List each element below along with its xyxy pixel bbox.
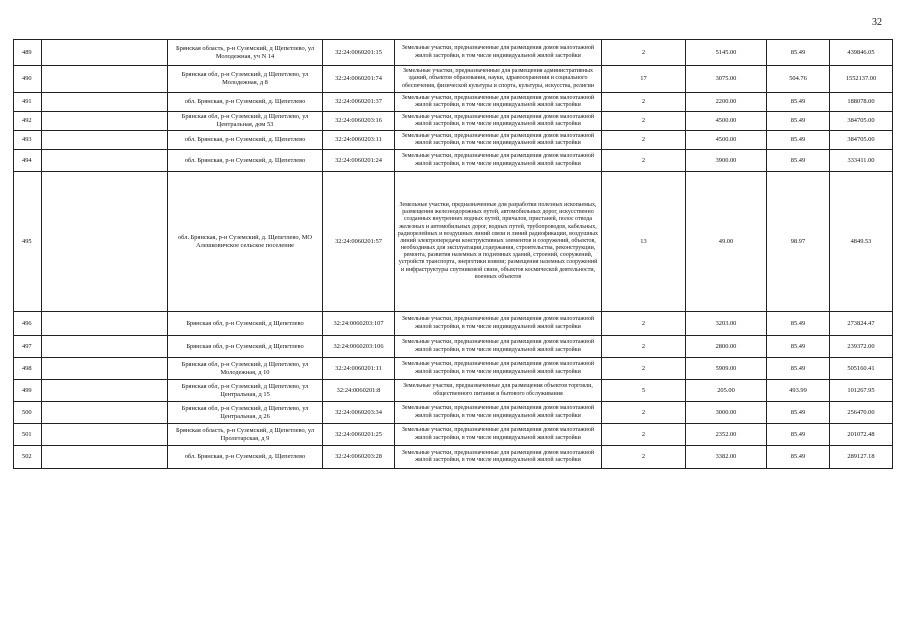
group-cell: 17 [602,66,686,93]
address-cell: Брянская область, р-н Суземский, д Щепетлево, ул Пролетарская, д 9 [168,424,323,446]
address-cell: обл. Брянская, р-н Суземский, д. Щепетлево [168,150,323,172]
empty-cell [42,40,168,66]
row-number: 489 [14,40,42,66]
land-use-cell: Земельные участки, предназначенные для размещения домов малоэтажной жилой застройки, в том числе индивидуальной жилой застройки [395,112,602,131]
group-cell: 2 [602,150,686,172]
area-cell: 3900.00 [686,150,767,172]
cadastral-number-cell: 32:24:0060203:106 [323,336,395,358]
unit-value-cell: 85.49 [767,112,830,131]
row-number: 490 [14,66,42,93]
empty-cell [42,446,168,469]
empty-cell [42,336,168,358]
cadastral-value-table [13,39,893,469]
area-cell: 5145.00 [686,40,767,66]
table-row [14,93,893,112]
unit-value-cell: 85.49 [767,424,830,446]
cadastral-value-cell: 439846.05 [830,40,893,66]
empty-cell [42,312,168,336]
unit-value-cell: 85.49 [767,358,830,380]
land-use-cell: Земельные участки, предназначенные для размещения домов малоэтажной жилой застройки, в том числе индивидуальной жилой застройки [395,93,602,112]
unit-value-cell: 85.49 [767,93,830,112]
area-cell: 2800.00 [686,336,767,358]
area-cell: 3000.00 [686,402,767,424]
table-row [14,380,893,402]
group-cell: 2 [602,93,686,112]
row-number: 497 [14,336,42,358]
area-cell: 3382.00 [686,446,767,469]
area-cell: 205.00 [686,380,767,402]
land-use-cell: Земельные участки, предназначенные для размещения домов малоэтажной жилой застройки, в том числе индивидуальной жилой застройки [395,312,602,336]
cadastral-value-cell: 273824.47 [830,312,893,336]
group-cell: 2 [602,402,686,424]
unit-value-cell: 504.76 [767,66,830,93]
cadastral-number-cell: 32:24:0060203:107 [323,312,395,336]
land-use-cell: Земельные участки, предназначенные для разработки полезных ископаемых, размещения железнодорожных путей, автомобильных дорог, искусственно созданных внутренних водных путей, причалов, пристаней, полос отвода железных и автомобильных дорог, водных путей, трубопроводов, кабельных, радиорелейных и воздушных линий связи и линий радиофикации, воздушных линий электропередачи конструктивных элементов и сооружений, объектов, необходимых для эксплуатации,содержания, строительства, реконструкции, ремонта, развития наземных и подземных зданий, строений, сооружений, устройств транспорта, энергетики иэвязи; размещения наземных сооружений и инфраструктуры спутниковой связи, объектов космической деятельности, военных объектов [395,172,602,312]
group-cell: 2 [602,424,686,446]
row-number: 493 [14,131,42,150]
address-cell: обл. Брянская, р-н Суземский, д. Щепетлево [168,131,323,150]
cadastral-value-cell: 1552137.00 [830,66,893,93]
group-cell: 2 [602,131,686,150]
cadastral-number-cell: 32:24:0060203:28 [323,446,395,469]
unit-value-cell: 85.49 [767,131,830,150]
unit-value-cell: 85.49 [767,446,830,469]
unit-value-cell: 85.49 [767,336,830,358]
cadastral-value-cell: 188078.00 [830,93,893,112]
cadastral-value-cell: 289127.18 [830,446,893,469]
address-cell: Брянская обл, р-н Суземский, д Щепетлево, ул Молодежная, д 8 [168,66,323,93]
group-cell: 2 [602,446,686,469]
unit-value-cell: 85.49 [767,40,830,66]
unit-value-cell: 85.49 [767,312,830,336]
land-use-cell: Земельные участки, предназначенные для размещения домов малоэтажной жилой застройки, в том числе индивидуальной жилой застройки [395,424,602,446]
unit-value-cell: 85.49 [767,150,830,172]
area-cell: 3203.00 [686,312,767,336]
empty-cell [42,112,168,131]
address-cell: обл. Брянская, р-н Суземский, д. Щепетлево [168,93,323,112]
row-number: 492 [14,112,42,131]
table-row [14,424,893,446]
table-row [14,312,893,336]
address-cell: Брянская обл, р-н Суземский, д Щепетлево [168,336,323,358]
area-cell: 4500.00 [686,112,767,131]
cadastral-number-cell: 32:24:0060201:37 [323,93,395,112]
cadastral-value-cell: 4849.53 [830,172,893,312]
table-row [14,358,893,380]
cadastral-number-cell: 32:24:0060201:11 [323,358,395,380]
empty-cell [42,402,168,424]
row-number: 502 [14,446,42,469]
group-cell: 2 [602,358,686,380]
table-row [14,336,893,358]
table-row [14,446,893,469]
row-number: 499 [14,380,42,402]
cadastral-value-cell: 201072.48 [830,424,893,446]
address-cell: Брянская обл, р-н Суземский, д Щепетлево, ул Центральная, д 26 [168,402,323,424]
area-cell: 5909.00 [686,358,767,380]
cadastral-number-cell: 32:24:0060203:34 [323,402,395,424]
row-number: 501 [14,424,42,446]
area-cell: 4500.00 [686,131,767,150]
address-cell: Брянская обл, р-н Суземский, д Щепетлево, ул Центральная, дом 53 [168,112,323,131]
empty-cell [42,93,168,112]
area-cell: 3075.00 [686,66,767,93]
empty-cell [42,380,168,402]
cadastral-number-cell: 32:24:0060201:25 [323,424,395,446]
row-number: 496 [14,312,42,336]
unit-value-cell: 98.97 [767,172,830,312]
cadastral-number-cell: 32:24:0060201:8 [323,380,395,402]
land-use-cell: Земельные участки, предназначенные для размещения домов малоэтажной жилой застройки, в том числе индивидуальной жилой застройки [395,150,602,172]
land-use-cell: Земельные участки, предназначенные для размещения домов малоэтажной жилой застройки, в том числе индивидуальной жилой застройки [395,336,602,358]
land-use-cell: Земельные участки, предназначенные для размещения домов малоэтажной жилой застройки, в том числе индивидуальной жилой застройки [395,446,602,469]
row-number: 491 [14,93,42,112]
land-use-cell: Земельные участки, предназначенные для размещения домов малоэтажной жилой застройки, в том числе индивидуальной жилой застройки [395,358,602,380]
group-cell: 2 [602,312,686,336]
empty-cell [42,358,168,380]
cadastral-value-cell: 384705.00 [830,112,893,131]
land-use-cell: Земельные участки, предназначенные для размещения домов малоэтажной жилой застройки, в том числе индивидуальной жилой застройки [395,131,602,150]
land-use-cell: Земельные участки, предназначенные для размещения домов малоэтажной жилой застройки, в том числе индивидуальной жилой застройки [395,40,602,66]
empty-cell [42,150,168,172]
address-cell: обл. Брянская, р-н Суземский, д. Щепетлево [168,446,323,469]
unit-value-cell: 85.49 [767,402,830,424]
group-cell: 2 [602,40,686,66]
empty-cell [42,172,168,312]
cadastral-number-cell: 32:24:0060203:16 [323,112,395,131]
group-cell: 2 [602,112,686,131]
cadastral-value-cell: 505160.41 [830,358,893,380]
area-cell: 2352.00 [686,424,767,446]
empty-cell [42,131,168,150]
cadastral-number-cell: 32:24:0060201:15 [323,40,395,66]
address-cell: Брянская обл, р-н Суземский, д Щепетлево, ул Молодежная, д 10 [168,358,323,380]
cadastral-value-cell: 256470.00 [830,402,893,424]
row-number: 494 [14,150,42,172]
table-row [14,172,893,312]
empty-cell [42,424,168,446]
cadastral-number-cell: 32:24:0060201:74 [323,66,395,93]
table-row [14,40,893,66]
address-cell: Брянская обл, р-н Суземский, д Щепетлево [168,312,323,336]
address-cell: обл. Брянская, р-н Суземский, д. Щепетлево, МО Алешковичское сельское поселение [168,172,323,312]
table-row [14,66,893,93]
address-cell: Брянская обл, р-н Суземский, д Щепетлево, ул Центральная, д 15 [168,380,323,402]
cadastral-number-cell: 32:24:0060201:24 [323,150,395,172]
empty-cell [42,66,168,93]
table-row [14,402,893,424]
table-row [14,150,893,172]
cadastral-value-cell: 239372.00 [830,336,893,358]
page-number: 32 [872,17,882,28]
cadastral-value-cell: 384705.00 [830,131,893,150]
cadastral-value-cell: 333411.00 [830,150,893,172]
land-use-cell: Земельные участки, предназначенные для размещения домов малоэтажной жилой застройки, в том числе индивидуальной жилой застройки [395,402,602,424]
area-cell: 2200.00 [686,93,767,112]
unit-value-cell: 493.99 [767,380,830,402]
cadastral-value-cell: 101267.95 [830,380,893,402]
area-cell: 49.00 [686,172,767,312]
land-use-cell: Земельные участки, предназначенные для размещения объектов торговли, общественного питания и бытового обслуживания [395,380,602,402]
address-cell: Брянская область, р-н Суземский, д Щепетлево, ул Молодежная, уч N 14 [168,40,323,66]
cadastral-number-cell: 32:24:0060203:11 [323,131,395,150]
land-use-cell: Земельные участки, предназначенные для размещения административных зданий, объектов образования, науки, здравоохранения и социального обеспечения, физической культуры и спорта, культуры, искусства, религии [395,66,602,93]
row-number: 500 [14,402,42,424]
table-row [14,112,893,131]
group-cell: 5 [602,380,686,402]
table-row [14,131,893,150]
row-number: 495 [14,172,42,312]
cadastral-number-cell: 32:24:0060201:57 [323,172,395,312]
group-cell: 2 [602,336,686,358]
row-number: 498 [14,358,42,380]
group-cell: 13 [602,172,686,312]
